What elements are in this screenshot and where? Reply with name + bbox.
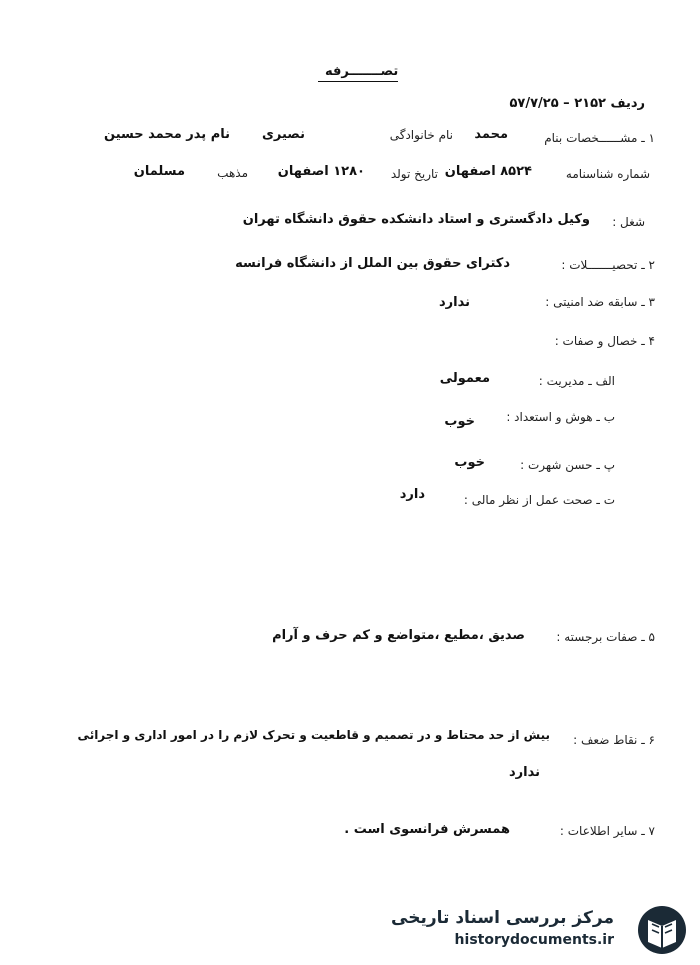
birth-label: تاریخ تولد [390,167,438,181]
s3-label: ۳ ـ سابقه ضد امنیتی : [545,295,655,309]
job-value: وکیل دادگستری و استاد دانشکده حقوق دانشگاه تهران [242,212,590,227]
family-name: نصیری [262,127,305,142]
s4c-value: خوب [454,455,485,470]
id-value: ۸۵۲۴ اصفهان [444,164,532,179]
book-emblem-icon [634,904,690,956]
s5-value: صدیق ،مطیع ،متواضع و کم حرف و آرام [272,628,525,643]
s7-label: ۷ ـ سایر اطلاعات : [559,824,655,838]
first-name: محمد [474,127,508,142]
watermark [391,900,690,960]
record-line: ردیف ۲۱۵۲ – ۵۷/۷/۲۵ [509,96,645,111]
father-label: نام پدر محمد حسین [104,127,230,142]
document-title: تصـــــــرفه [325,64,399,79]
s7-value: همسرش فرانسوی است . [344,822,510,837]
s4c-label: پ ـ حسن شهرت : [520,458,615,472]
s6-value: بیش از حد محتاط و در تصمیم و قاطعیت و تحرک لازم را در امور اداری و اجرائی [77,728,550,742]
s4d-value: دارد [399,487,425,502]
s3-value: ندارد [438,295,470,310]
s4b-label: ب ـ هوش و استعداد : [506,410,615,424]
s4a-value: معمولی [439,371,490,386]
watermark-persian-text: مرکز بررسی اسناد تاریخی [391,908,614,928]
s4d-label: ت ـ صحت عمل از نظر مالی : [463,493,615,507]
title-underline [318,81,398,82]
family-label: نام خانوادگی [389,128,453,142]
s4-label: ۴ ـ خصال و صفات : [554,334,655,348]
birth-value: ۱۲۸۰ اصفهان [277,164,365,179]
s2-value: دکترای حقوق بین الملل از دانشگاه فرانسه [235,256,510,271]
s4a-label: الف ـ مدیریت : [538,374,615,388]
s5-label: ۵ ـ صفات برجسته : [556,630,655,644]
id-label: شماره شناسنامه [565,167,650,181]
religion-label: مذهب [217,166,248,180]
s6-value-continued: ندارد [508,765,540,780]
watermark-url: historydocuments.ir [454,932,614,948]
s6-label: ۶ ـ نقاط ضعف : [573,733,655,747]
job-label: شغل : [612,215,645,229]
religion-value: مسلمان [133,164,185,179]
s4b-value: خوب [444,414,475,429]
s2-label: ۲ ـ تحصیـــــــلات : [561,258,655,272]
s1-label: ۱ ـ مشــــــخصات بنام [544,131,655,145]
